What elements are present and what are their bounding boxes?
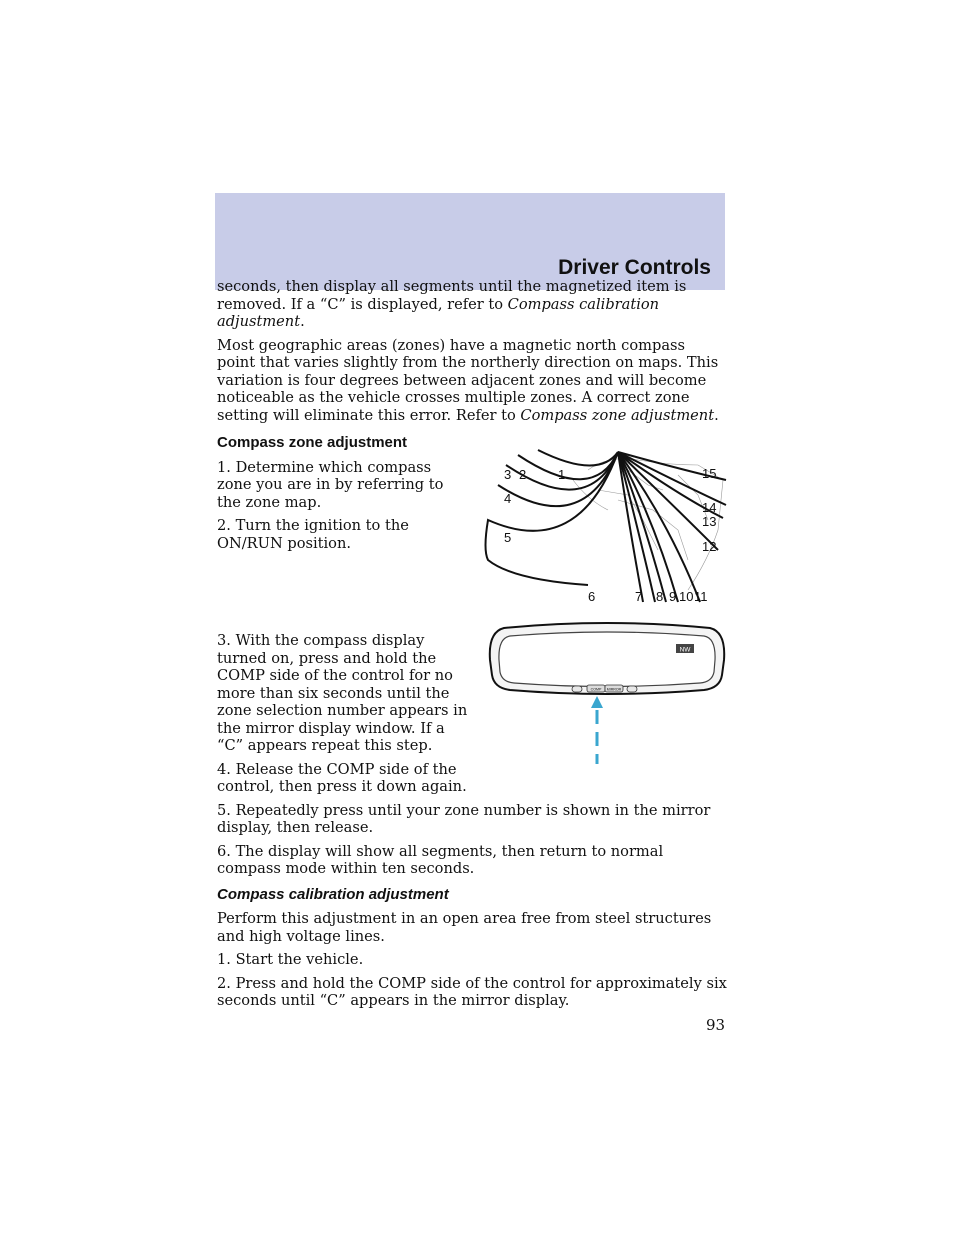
section-title: Driver Controls	[558, 256, 711, 279]
zone-label-11: 11	[694, 589, 708, 604]
paragraph-text: seconds, then display all segments until the magnetized item is removed. If a “C” is displayed, refer to	[217, 278, 687, 313]
cross-reference: Compass calibration adjustment	[217, 295, 660, 330]
calibration-step-2: 2. Press and hold the COMP side of the control for approximately six seconds until “C” appears in the mirror display.	[217, 974, 727, 1009]
zone-label-2: 2	[519, 467, 527, 482]
comp-button-label: COMP	[590, 687, 602, 692]
heading-calibration: Compass calibration adjustment	[217, 885, 449, 903]
zone-label-3: 3	[504, 467, 512, 482]
paragraph-magnet	[217, 278, 727, 331]
paragraph-zones	[217, 337, 727, 425]
zone-label-1: 1	[558, 467, 566, 482]
mirror-light-left	[572, 686, 582, 692]
zone-step-2: 2. Turn the ignition to the ON/RUN position.	[217, 517, 409, 552]
mirror-glass	[499, 632, 715, 687]
zone-label-14: 14	[702, 500, 717, 515]
zone-label-8: 8	[656, 589, 664, 604]
zone-label-6: 6	[588, 589, 596, 604]
zone-step-3: 3. With the compass display turned on, press and hold the COMP side of the control for no more than six seconds until the zone selection number appears in the mirror display window. If a “C” appears repeat this step.	[217, 632, 468, 754]
heading-zone-adjustment: Compass zone adjustment	[217, 434, 408, 451]
zone-step-4: 4. Release the COMP side of the control, then press it down again.	[217, 760, 467, 795]
zone-label-9: 9	[669, 589, 677, 604]
mirror-display-text: NW	[679, 646, 691, 654]
zone-label-15: 15	[702, 466, 717, 481]
punctuation: .	[714, 406, 719, 424]
zone-label-10: 10	[679, 589, 694, 604]
zone-label-13: 13	[702, 514, 717, 529]
paragraph-text: Most geographic areas (zones) have a magnetic north compass point that varies slightly from the northerly direction on maps. This variation is four degrees between adjacent zones and will become noticeable as the vehicle crosses multiple zones. A correct zone setting will eliminate this error. Refer to	[217, 336, 719, 424]
zone-step-6: 6. The display will show all segments, then return to normal compass mode within ten seconds.	[217, 842, 664, 877]
mirror-button-label: MIRROR	[606, 687, 622, 692]
pointer-arrow-head	[591, 696, 603, 708]
zone-label-7: 7	[635, 589, 643, 604]
zone-step-5: 5. Repeatedly press until your zone number is shown in the mirror display, then release.	[217, 801, 711, 836]
calibration-intro: Perform this adjustment in an open area free from steel structures and high voltage lines.	[217, 910, 712, 945]
zone-label-12: 12	[702, 539, 717, 554]
zone-step-1: 1. Determine which compass zone you are in by referring to the zone map.	[217, 458, 444, 511]
calibration-step-1: 1. Start the vehicle.	[217, 951, 364, 968]
punctuation: .	[300, 313, 305, 330]
mirror-light-right	[627, 686, 637, 692]
zone-label-5: 5	[504, 530, 512, 545]
cross-reference: Compass zone adjustment	[520, 406, 715, 424]
section-header-band	[215, 193, 725, 290]
zone-label-4: 4	[504, 491, 512, 506]
mirror-illustration	[484, 620, 730, 766]
page-number: 93	[706, 1016, 726, 1034]
compass-zone-map	[478, 440, 728, 610]
